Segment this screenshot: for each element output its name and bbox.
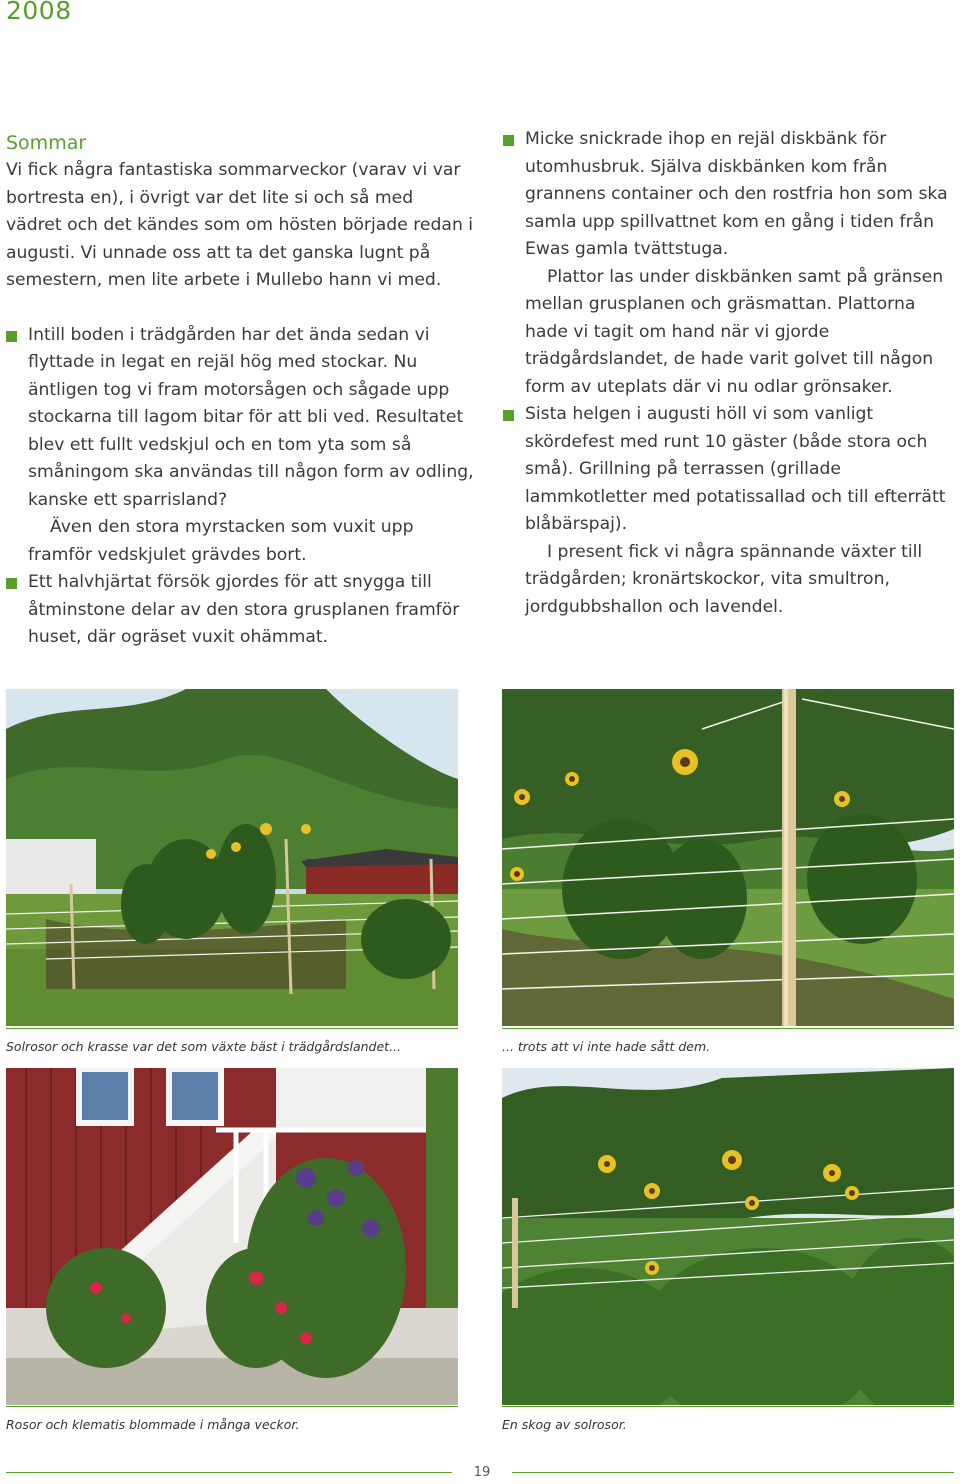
bullet-continuation: I present fick vi några spännande växter till trädgården; kronärtskockor, vita smultron, jordgubbshallon och lavendel. [525, 541, 923, 617]
bullet-square-icon [503, 135, 514, 146]
bullet-item-logs [6, 322, 474, 570]
left-text-column [6, 126, 474, 652]
bullet-continuation: Plattor las under diskbänken samt på gränsen mellan grusplanen och gräsmattan. Plattorna hade vi tagit om hand när vi gjorde trädgårdslandet, de hade varit golvet till någon form av uteplats där vi nu odlar grönsaker. [525, 266, 944, 397]
page-number: 19 [473, 1465, 491, 1480]
year-heading: 2008 [6, 0, 72, 25]
bullet-item-harvest-party [503, 401, 953, 621]
section-title: Sommar [6, 132, 87, 154]
photo-garden-sunflowers [6, 689, 458, 1026]
bullet-square-icon [6, 578, 17, 589]
photo-roses-clematis [6, 1068, 458, 1405]
bullet-item-sink [503, 126, 953, 401]
right-text-column [503, 126, 953, 621]
bullet-text: Sista helgen i augusti höll vi som vanligt skördefest med runt 10 gäster (både stora och små). Grillning på terrassen (grillade lammkotletter med potatissallad och till efterrätt blåbärspaj). [525, 404, 946, 534]
caption-photo-2: ... trots att vi inte hade sått dem. [502, 1028, 954, 1055]
bullet-text: Ett halvhjärtat försök gjordes för att snygga till åtminstone delar av den stora grusplanen framför huset, där ogräset vuxit ohämmat. [28, 572, 460, 647]
bullet-item-gravel [6, 569, 474, 652]
photo-sunflower-forest [502, 1068, 954, 1405]
caption-photo-3: Rosor och klematis blommade i många veckor. [6, 1406, 458, 1433]
footer-rule-left [6, 1472, 452, 1473]
bullet-square-icon [503, 410, 514, 421]
caption-photo-1: Solrosor och krasse var det som växte bäst i trädgårdslandet... [6, 1028, 458, 1055]
bullet-text: Micke snickrade ihop en rejäl diskbänk för utomhusbruk. Själva diskbänken kom från grannens container och den rostfria hon som ska samla upp spillvattnet kom en gång i tiden från Ewas gamla tvättstuga. [525, 129, 948, 259]
bullet-text: Intill boden i trädgården har det ända sedan vi flyttade in legat en rejäl hög med stockar. Nu äntligen tog vi fram motorsågen och sågade upp stockarna till lagom bitar för att bli ved. Resultatet blev ett fullt vedskjul och en tom yta som så småningom ska användas till någon form av odling, kanske ett sparrisland? [28, 324, 474, 510]
intro-paragraph: Vi fick några fantastiska sommarveckor (varav vi var bortresta en), i övrigt var det lite si och så med vädret och det kändes som om hösten började redan i augusti. Vi unnade oss att ta det ganska lugnt på semestern, men lite arbete i Mullebo hann vi med. [6, 160, 474, 290]
footer-rule-right [512, 1472, 954, 1473]
bullet-continuation: Även den stora myrstacken som vuxit upp framför vedskjulet grävdes bort. [28, 517, 414, 565]
bullet-square-icon [6, 331, 17, 342]
photo-sunflowers-strings [502, 689, 954, 1026]
caption-photo-4: En skog av solrosor. [502, 1406, 954, 1433]
